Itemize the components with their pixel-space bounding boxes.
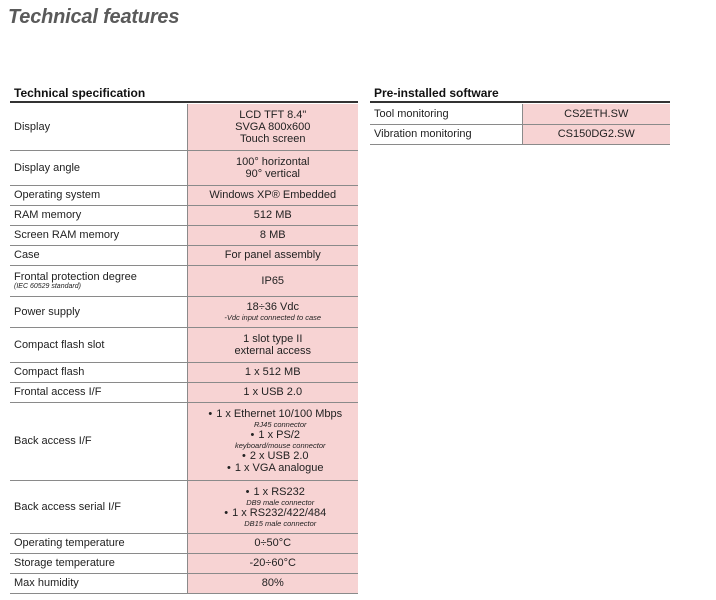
table-row bbox=[10, 553, 358, 573]
spec-label: Display angle bbox=[10, 150, 187, 185]
spec-label: Back access serial I/F bbox=[10, 480, 187, 533]
software-label: Vibration monitoring bbox=[370, 124, 522, 144]
spec-label: Storage temperature bbox=[10, 553, 187, 573]
technical-specification-heading: Technical specification bbox=[10, 86, 358, 103]
spec-label: Screen RAM memory bbox=[10, 225, 187, 245]
spec-label: Compact flash bbox=[10, 362, 187, 382]
spec-value: 1 x 512 MB bbox=[187, 362, 358, 382]
spec-label: Display bbox=[10, 104, 187, 150]
list-item-note: RJ45 connector bbox=[253, 420, 307, 429]
spec-label: Back access I/F bbox=[10, 402, 187, 480]
spec-label: Power supply bbox=[10, 296, 187, 327]
table-row bbox=[370, 104, 670, 124]
table-row bbox=[10, 327, 358, 362]
spec-value-note: -Vdc input connected to case bbox=[224, 313, 322, 322]
table-row bbox=[10, 265, 358, 296]
spec-value: LCD TFT 8.4" SVGA 800x600 Touch screen bbox=[187, 104, 358, 150]
table-row bbox=[10, 150, 358, 185]
list-item: • 1 x PS/2 bbox=[193, 429, 359, 441]
spec-label-note: (IEC 60529 standard) bbox=[14, 282, 81, 290]
list-item: • 2 x USB 2.0 bbox=[193, 450, 359, 462]
spec-label: Compact flash slot bbox=[10, 327, 187, 362]
table-row bbox=[10, 402, 358, 480]
table-row bbox=[10, 245, 358, 265]
spec-value: 8 MB bbox=[187, 225, 358, 245]
software-value: CS150DG2.SW bbox=[522, 124, 670, 144]
table-row bbox=[10, 296, 358, 327]
spec-value: 18÷36 Vdc -Vdc input connected to case bbox=[187, 296, 358, 327]
table-row bbox=[10, 362, 358, 382]
list-item: • 1 x RS232/422/484 bbox=[193, 507, 359, 519]
software-label: Tool monitoring bbox=[370, 104, 522, 124]
spec-value-list bbox=[187, 402, 358, 480]
table-row bbox=[370, 124, 670, 144]
list-item-note: DB9 male connector bbox=[246, 497, 315, 507]
spec-value: 1 slot type II external access bbox=[187, 327, 358, 362]
spec-label: RAM memory bbox=[10, 205, 187, 225]
spec-value: For panel assembly bbox=[187, 245, 358, 265]
spec-value: Windows XP® Embedded bbox=[187, 185, 358, 205]
table-row bbox=[10, 533, 358, 553]
table-row bbox=[10, 104, 358, 150]
table-row bbox=[10, 573, 358, 593]
software-value: CS2ETH.SW bbox=[522, 104, 670, 124]
spec-value: IP65 bbox=[187, 265, 358, 296]
spec-label: Frontal protection degree (IEC 60529 standard) bbox=[10, 265, 187, 296]
spec-label: Frontal access I/F bbox=[10, 382, 187, 402]
table-row bbox=[10, 225, 358, 245]
pre-installed-software-heading: Pre-installed software bbox=[370, 86, 670, 103]
spec-value: 0÷50°C bbox=[187, 533, 358, 553]
list-item: • 1 x Ethernet 10/100 Mbps bbox=[193, 408, 359, 420]
table-row bbox=[10, 185, 358, 205]
spec-value: 100° horizontal 90° vertical bbox=[187, 150, 358, 185]
spec-label: Operating temperature bbox=[10, 533, 187, 553]
page-title: Technical features bbox=[8, 6, 180, 28]
spec-value: 80% bbox=[187, 573, 358, 593]
pre-installed-software-table bbox=[370, 104, 670, 145]
list-item: • 1 x VGA analogue bbox=[193, 462, 359, 474]
table-row bbox=[10, 480, 358, 533]
spec-value: -20÷60°C bbox=[187, 553, 358, 573]
spec-value: 512 MB bbox=[187, 205, 358, 225]
list-item-note: DB15 male connector bbox=[244, 518, 317, 528]
list-item-note: keyboard/mouse connector bbox=[235, 441, 326, 450]
spec-label: Case bbox=[10, 245, 187, 265]
table-row bbox=[10, 205, 358, 225]
spec-label: Operating system bbox=[10, 185, 187, 205]
spec-label: Max humidity bbox=[10, 573, 187, 593]
spec-value: 1 x USB 2.0 bbox=[187, 382, 358, 402]
list-item: • 1 x RS232 bbox=[193, 486, 359, 498]
technical-specification-table bbox=[10, 104, 358, 594]
spec-value-list bbox=[187, 480, 358, 533]
table-row bbox=[10, 382, 358, 402]
